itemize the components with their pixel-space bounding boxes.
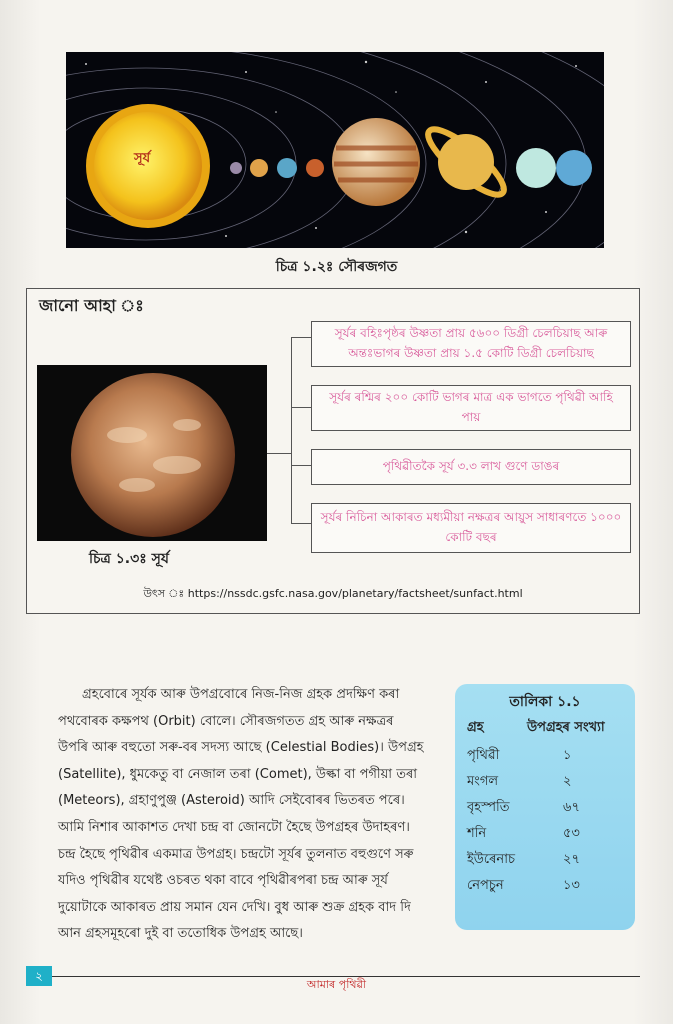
connector-line bbox=[291, 337, 311, 338]
satellite-count: ১৩ bbox=[563, 878, 580, 893]
text-line: যদিও পৃথিৱীৰ যথেষ্ট ওচৰত থকা বাবে পৃথিৱীৰপৰা চন্দ্ৰ আৰু সূৰ্য bbox=[58, 873, 388, 889]
planet-name: পৃথিৱী bbox=[467, 748, 500, 763]
satellite-count: ১ bbox=[563, 748, 572, 763]
table-row bbox=[455, 772, 635, 798]
text-line: (Meteors), গ্ৰহাণুপুঞ্জ (Asteroid) আদি সেইবোৰৰ ভিতৰত পৰে। bbox=[58, 793, 405, 809]
table-row bbox=[455, 876, 635, 902]
text-line: পথবোৰক কক্ষপথ (Orbit) বোলে। সৌৰজগতত গ্ৰহ আৰু নক্ষত্ৰৰ bbox=[58, 713, 394, 729]
satellite-count: ৫৩ bbox=[563, 826, 580, 841]
book-title: আমাৰ পৃথিৱী bbox=[306, 978, 367, 991]
solar-system-illustration bbox=[66, 52, 604, 248]
body-paragraph bbox=[58, 682, 446, 948]
text-line: চন্দ্ৰ হৈছে পৃথিৱীৰ একমাত্ৰ উপগ্ৰহ। চন্দ্ৰটো সূৰ্যৰ তুলনাত বহুগুণে সৰু bbox=[58, 846, 414, 862]
connector-line bbox=[267, 453, 291, 454]
table-title: তালিকা ১.১ bbox=[509, 694, 581, 710]
sun-shape bbox=[86, 104, 210, 228]
satellite-count-table bbox=[455, 684, 635, 930]
table-header-planet: গ্ৰহ bbox=[467, 720, 484, 735]
fact-box: সূৰ্যৰ নিচিনা আকাৰত মধ্যমীয়া নক্ষত্ৰৰ আয়ুস সাধাৰণতে ১০০০ কোটি বছৰ bbox=[311, 503, 631, 553]
table-row bbox=[455, 824, 635, 850]
text-line: দুয়োটাকে আকাৰত প্ৰায় সমান যেন দেখি। বুধ আৰু শুক্ৰ গ্ৰহক বাদ দি bbox=[58, 899, 411, 915]
source-citation: উৎস ঃ https://nssdc.gsfc.nasa.gov/planetary/factsheet/sunfact.html bbox=[143, 587, 523, 600]
connector-line bbox=[291, 465, 311, 466]
planet-name: শনি bbox=[467, 826, 487, 841]
page-number: ২ bbox=[26, 966, 52, 986]
sun-label: সূৰ্য bbox=[134, 151, 151, 166]
did-you-know-box bbox=[26, 288, 640, 614]
connector-line bbox=[291, 523, 311, 524]
table-row bbox=[455, 746, 635, 772]
text-line: উপৰি আৰু বহুতো সৰু-বৰ সদস্য আছে (Celestial Bodies)। উপগ্ৰহ bbox=[58, 740, 424, 756]
planet-name: নেপচুন bbox=[467, 878, 504, 893]
planet-name: মংগল bbox=[467, 774, 499, 789]
figure-caption-solar-system: চিত্ৰ ১.২ঃ সৌৰজগত bbox=[275, 259, 398, 275]
table-row bbox=[455, 850, 635, 876]
text-line: গ্ৰহবোৰে সূৰ্যক আৰু উপগ্ৰবোৰে নিজ-নিজ গ্ৰহক প্ৰদক্ষিণ কৰা bbox=[82, 687, 400, 702]
fact-box: সূৰ্যৰ ৰশ্মিৰ ২০০ কোটি ভাগৰ মাত্ৰ এক ভাগতে পৃথিৱী আহি পায় bbox=[311, 385, 631, 431]
satellite-count: ৬৭ bbox=[563, 800, 580, 815]
solar-system-figure bbox=[66, 52, 604, 248]
planet-name: ইউৰেনাচ bbox=[467, 852, 515, 867]
text-line: (Satellite), ধুমকেতু বা নেজাল তৰা (Comet), উল্কা বা পগীয়া তৰা bbox=[58, 766, 418, 782]
connector-line bbox=[291, 407, 311, 408]
table-header-satellites: উপগ্ৰহৰ সংখ্যা bbox=[527, 720, 605, 735]
fact-box: সূৰ্যৰ বহিঃপৃষ্ঠৰ উষ্ণতা প্ৰায় ৫৬০০ ডিগ্ৰী চেলচিয়াছ আৰু অন্তঃভাগৰ উষ্ণতা প্ৰায় ১.৫ কোটি ডিগ্ৰী চেলচিয়াছ bbox=[311, 321, 631, 367]
connector-line bbox=[291, 337, 292, 523]
planet-name: বৃহস্পতি bbox=[467, 800, 510, 815]
table-row bbox=[455, 798, 635, 824]
text-line: আমি নিশাৰ আকাশত দেখা চন্দ্ৰ বা জোনটো হৈছে উপগ্ৰহৰ উদাহৰণ। bbox=[58, 819, 410, 835]
sun-photo bbox=[37, 365, 267, 541]
figure-caption-sun: চিত্ৰ ১.৩ঃ সূৰ্য bbox=[89, 551, 169, 567]
satellite-count: ২৭ bbox=[563, 852, 580, 867]
fact-box: পৃথিৱীতকৈ সূৰ্য ৩.৩ লাখ গুণে ডাঙৰ bbox=[311, 449, 631, 485]
text-line: আন গ্ৰহসমূহৰো দুই বা ততোধিক উপগ্ৰহ আছে। bbox=[58, 926, 303, 942]
satellite-count: ২ bbox=[563, 774, 572, 789]
box-title: জানো আহা ঃ bbox=[39, 296, 144, 315]
